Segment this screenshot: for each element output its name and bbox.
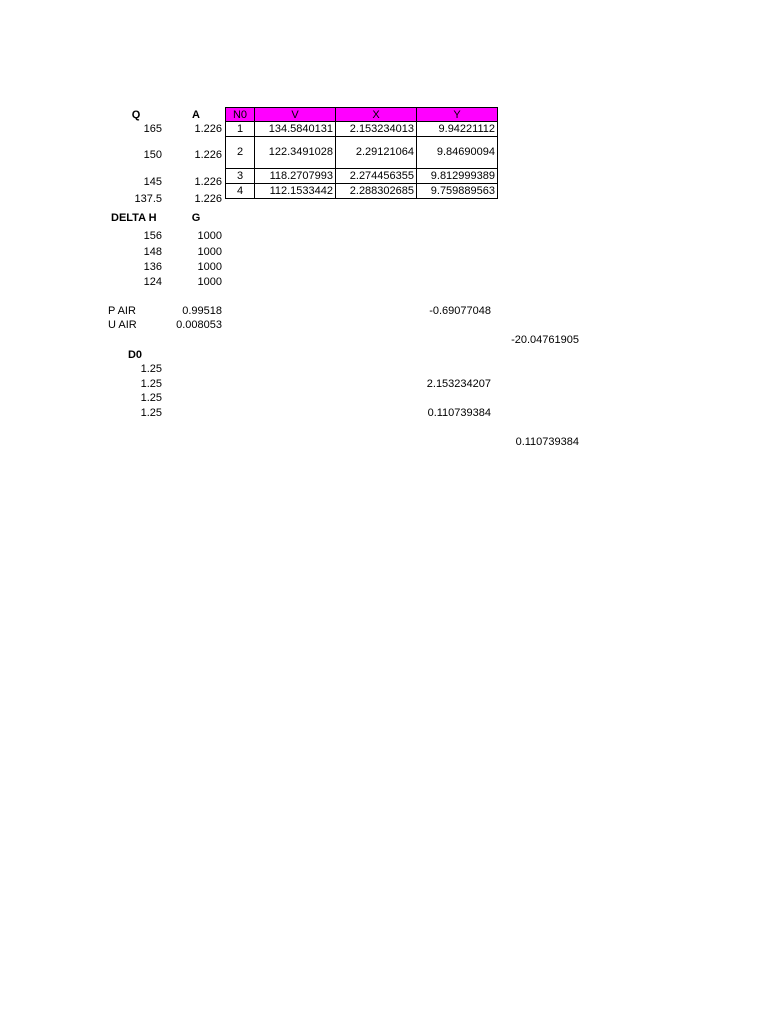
- cell-y: 9.84690094: [417, 137, 498, 169]
- u-air-value: 0.008053: [176, 319, 222, 331]
- cell-x: 2.288302685: [336, 184, 417, 199]
- d0-value: 1.25: [140, 378, 162, 390]
- g-label: G: [191, 212, 201, 224]
- cell-x: 2.29121064: [336, 137, 417, 169]
- result-value: 0.110739384: [427, 407, 491, 419]
- result-value: 0.110739384: [515, 436, 579, 448]
- delta-h-value: 156: [143, 230, 162, 242]
- table-row: [226, 122, 498, 137]
- table-row: [226, 184, 498, 199]
- cell-y: 9.759889563: [417, 184, 498, 199]
- cell-v: 122.3491028: [255, 137, 336, 169]
- table-row: [226, 169, 498, 184]
- d0-label: D0: [127, 349, 143, 361]
- header-x: X: [336, 108, 417, 122]
- delta-h-value: 136: [143, 261, 162, 273]
- delta-h-label: DELTA H: [111, 212, 157, 224]
- cell-n: 4: [226, 184, 255, 199]
- cell-v: 134.5840131: [255, 122, 336, 137]
- u-air-label: U AIR: [108, 319, 137, 331]
- d0-value: 1.25: [140, 407, 162, 419]
- cell-v: 112.1533442: [255, 184, 336, 199]
- cell-n: 1: [226, 122, 255, 137]
- cell-v: 118.2707993: [255, 169, 336, 184]
- cell-x: 2.274456355: [336, 169, 417, 184]
- header-y: Y: [417, 108, 498, 122]
- a-header: A: [192, 109, 200, 121]
- q-value: 137.5: [134, 193, 162, 205]
- d0-value: 1.25: [140, 392, 162, 404]
- cell-y: 9.94221112: [417, 122, 498, 137]
- cell-n: 3: [226, 169, 255, 184]
- a-value: 1.226: [194, 123, 222, 135]
- a-value: 1.226: [194, 193, 222, 205]
- q-value: 145: [143, 176, 162, 188]
- q-value: 165: [143, 123, 162, 135]
- header-n0: N0: [226, 108, 255, 122]
- p-air-value: 0.99518: [182, 305, 222, 317]
- g-value: 1000: [197, 276, 222, 288]
- delta-h-value: 124: [143, 276, 162, 288]
- q-value: 150: [143, 149, 162, 161]
- g-value: 1000: [197, 261, 222, 273]
- q-header: Q: [131, 109, 141, 121]
- table-row: [226, 137, 498, 169]
- p-air-label: P AIR: [108, 305, 136, 317]
- delta-h-value: 148: [143, 246, 162, 258]
- a-value: 1.226: [194, 176, 222, 188]
- data-table: [225, 107, 498, 199]
- result-value: 2.153234207: [426, 378, 491, 390]
- header-v: V: [255, 108, 336, 122]
- cell-x: 2.153234013: [336, 122, 417, 137]
- result-value: -0.69077048: [429, 305, 491, 317]
- cell-n: 2: [226, 137, 255, 169]
- d0-value: 1.25: [140, 363, 162, 375]
- a-value: 1.226: [194, 149, 222, 161]
- g-value: 1000: [197, 230, 222, 242]
- result-value: -20.04761905: [511, 334, 579, 346]
- g-value: 1000: [197, 246, 222, 258]
- table-header-row: [226, 108, 498, 122]
- cell-y: 9.812999389: [417, 169, 498, 184]
